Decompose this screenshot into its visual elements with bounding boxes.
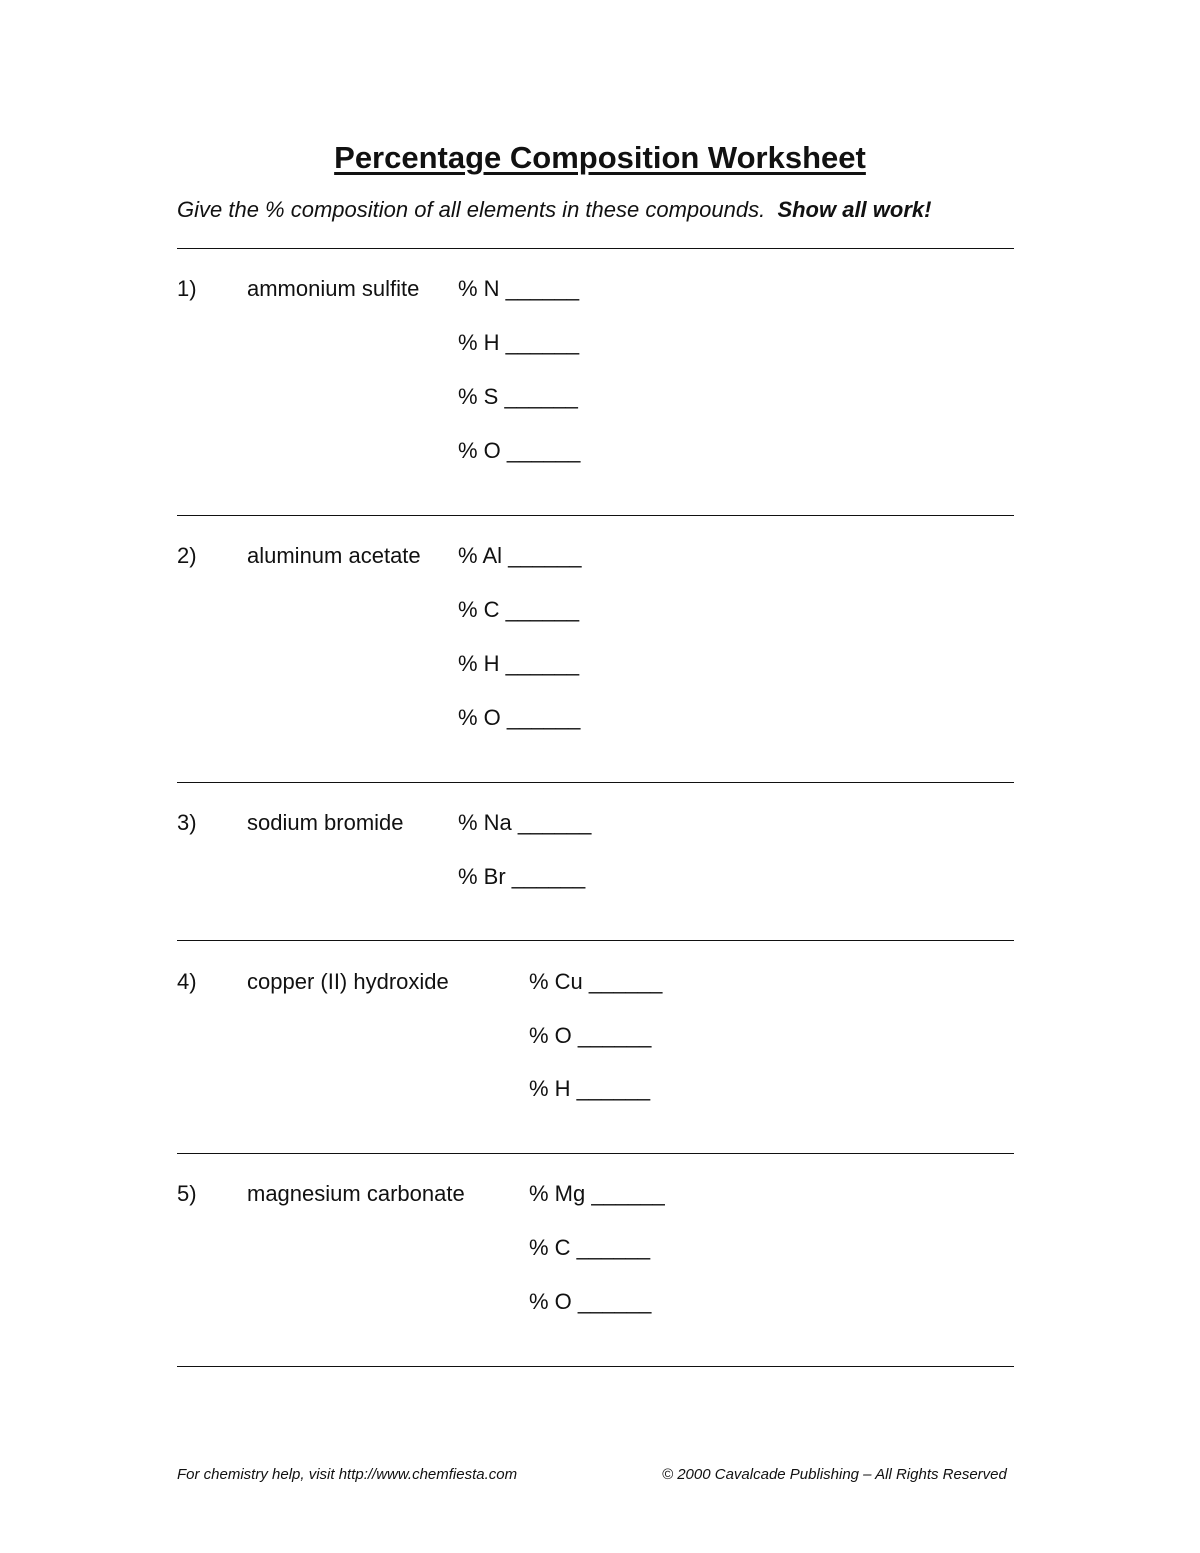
- instructions-text: Give the % composition of all elements in these compounds.: [177, 197, 766, 222]
- divider: [177, 1153, 1014, 1154]
- answer-field[interactable]: % Na ______: [458, 810, 592, 835]
- answer-field[interactable]: % Br ______: [458, 864, 586, 889]
- compound-name: magnesium carbonate: [247, 1181, 465, 1206]
- compound-name: aluminum acetate: [247, 543, 421, 568]
- problem-number: 1): [177, 276, 197, 301]
- divider: [177, 782, 1014, 783]
- problem-number: 5): [177, 1181, 197, 1206]
- answer-field[interactable]: % O ______: [529, 1023, 652, 1048]
- divider: [177, 248, 1014, 249]
- answer-field[interactable]: % C ______: [458, 597, 580, 622]
- compound-name: ammonium sulfite: [247, 276, 420, 301]
- compound-name: copper (II) hydroxide: [247, 969, 449, 994]
- compound-name: sodium bromide: [247, 810, 404, 835]
- answer-field[interactable]: % H ______: [458, 330, 580, 355]
- instructions-emphasis: Show all work!: [777, 197, 932, 222]
- footer-copyright: © 2000 Cavalcade Publishing – All Rights Reserved: [662, 1466, 1007, 1483]
- answer-field[interactable]: % C ______: [529, 1235, 651, 1260]
- page-title: Percentage Composition Worksheet: [334, 140, 866, 175]
- answer-field[interactable]: % Mg ______: [529, 1181, 665, 1206]
- divider: [177, 515, 1014, 516]
- problem-number: 4): [177, 969, 197, 994]
- answer-field[interactable]: % Cu ______: [529, 969, 663, 994]
- answer-field[interactable]: % N ______: [458, 276, 580, 301]
- footer-help-link[interactable]: For chemistry help, visit http://www.chemfiesta.com: [177, 1466, 518, 1483]
- divider: [177, 1366, 1014, 1367]
- answer-field[interactable]: % H ______: [458, 651, 580, 676]
- answer-field[interactable]: % H ______: [529, 1076, 651, 1101]
- answer-field[interactable]: % O ______: [458, 438, 581, 463]
- divider: [177, 940, 1014, 941]
- answer-field[interactable]: % O ______: [458, 705, 581, 730]
- instructions: [177, 197, 931, 223]
- answer-field[interactable]: % Al ______: [458, 543, 582, 568]
- problem-number: 2): [177, 543, 197, 568]
- answer-field[interactable]: % S ______: [458, 384, 578, 409]
- problem-number: 3): [177, 810, 197, 835]
- answer-field[interactable]: % O ______: [529, 1289, 652, 1314]
